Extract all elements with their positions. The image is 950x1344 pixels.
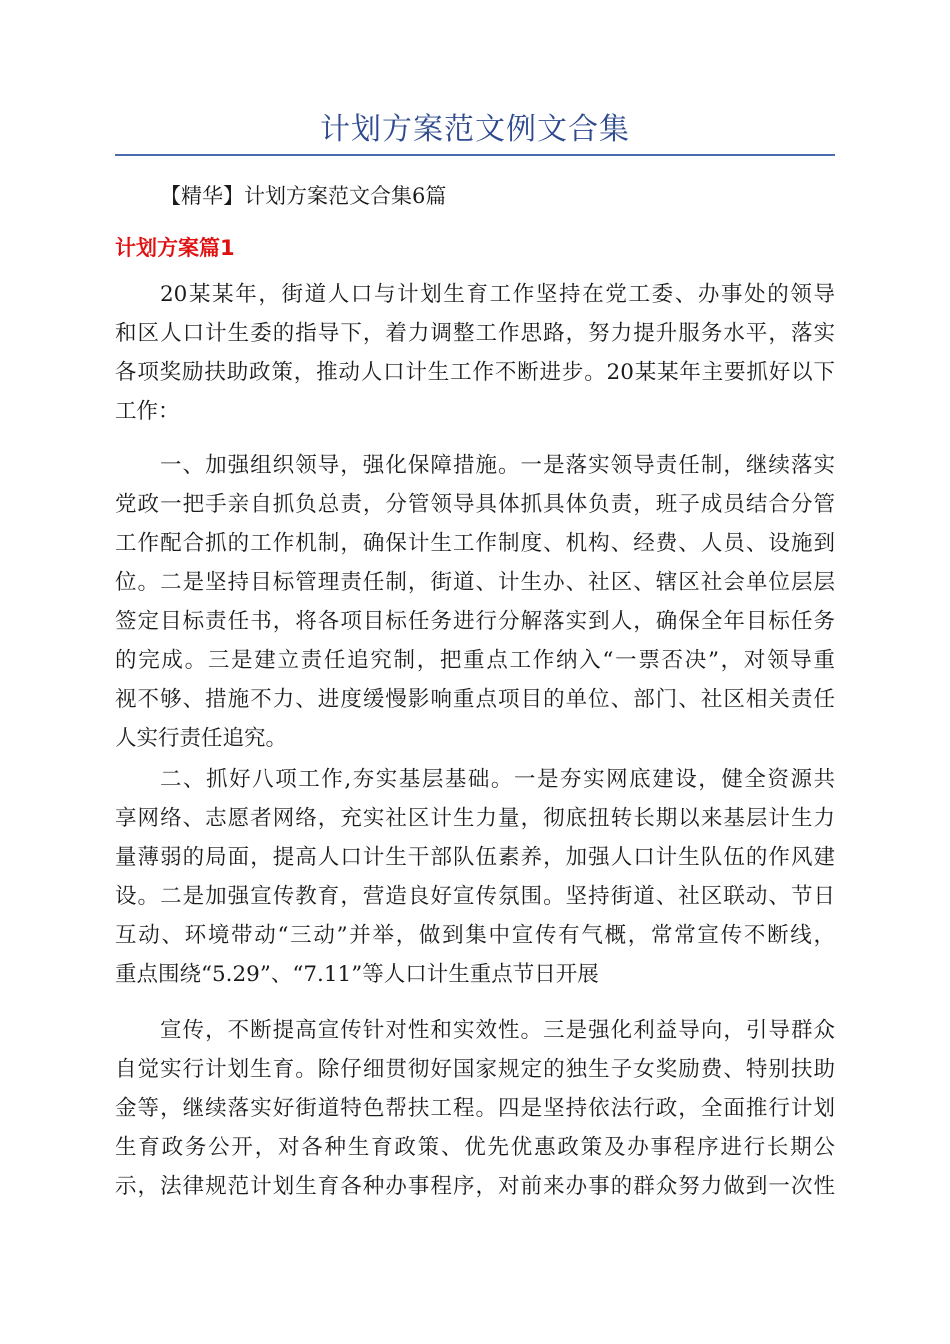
paragraph-line: 位。二是坚持目标管理责任制，街道、计生办、社区、辖区社会单位层层 [115, 570, 835, 595]
paragraph-line: 量薄弱的局面，提高人口计生干部队伍素养，加强人口计生队伍的作风建 [115, 845, 835, 870]
paragraph-4 [115, 1011, 835, 1206]
paragraph-2 [115, 446, 835, 758]
paragraph-line: 生育政务公开，对各种生育政策、优先优惠政策及办事程序进行长期公 [115, 1135, 835, 1160]
paragraph-line: 工作配合抓的工作机制，确保计生工作制度、机构、经费、人员、设施到 [115, 531, 835, 556]
paragraph-line: 金等，继续落实好街道特色帮扶工程。四是坚持依法行政，全面推行计划 [115, 1096, 835, 1121]
section-heading: 计划方案篇1 [115, 236, 235, 260]
paragraph-line: 视不够、措施不力、进度缓慢影响重点项目的单位、部门、社区相关责任 [115, 687, 835, 712]
paragraph-line: 工作： [115, 399, 180, 424]
paragraph-line: 重点围绕“5.29”、“7.11”等人口计生重点节日开展 [115, 962, 599, 987]
paragraph-line: 自觉实行计划生育。除仔细贯彻好国家规定的独生子女奖励费、特别扶助 [115, 1057, 835, 1082]
paragraph-line: 各项奖励扶助政策，推动人口计生工作不断进步。20某某年主要抓好以下 [115, 360, 835, 385]
paragraph-line: 宣传，不断提高宣传针对性和实效性。三是强化利益导向，引导群众 [160, 1018, 835, 1043]
paragraph-line: 签定目标责任书，将各项目标任务进行分解落实到人，确保全年目标任务 [115, 609, 835, 634]
paragraph-line: 一、加强组织领导，强化保障措施。一是落实领导责任制，继续落实 [160, 453, 835, 478]
paragraph-line: 人实行责任追究。 [115, 726, 288, 751]
paragraph-1 [115, 275, 835, 431]
paragraph-line: 设。二是加强宣传教育，营造良好宣传氛围。坚持街道、社区联动、节日 [115, 884, 835, 909]
document-subtitle: 【精华】计划方案范文合集6篇 [160, 184, 447, 208]
paragraph-line: 互动、环境带动“三动”并举，做到集中宣传有气概，常常宣传不断线， [115, 923, 835, 948]
title-underline [115, 154, 835, 156]
document-title: 计划方案范文例文合集 [320, 112, 630, 147]
paragraph-line: 的完成。三是建立责任追究制，把重点工作纳入“一票否决”，对领导重 [115, 648, 835, 673]
paragraph-line: 二、抓好八项工作,夯实基层基础。一是夯实网底建设，健全资源共 [160, 767, 835, 792]
paragraph-line: 20某某年，街道人口与计划生育工作坚持在党工委、办事处的领导 [160, 282, 835, 307]
paragraph-line: 和区人口计生委的指导下，着力调整工作思路，努力提升服务水平，落实 [115, 321, 835, 346]
paragraph-line: 示，法律规范计划生育各种办事程序，对前来办事的群众努力做到一次性 [115, 1174, 835, 1199]
paragraph-line: 享网络、志愿者网络，充实社区计生力量，彻底扭转长期以来基层计生力 [115, 806, 835, 831]
paragraph-3 [115, 760, 835, 994]
paragraph-line: 党政一把手亲自抓负总责，分管领导具体抓具体负责，班子成员结合分管 [115, 492, 835, 517]
